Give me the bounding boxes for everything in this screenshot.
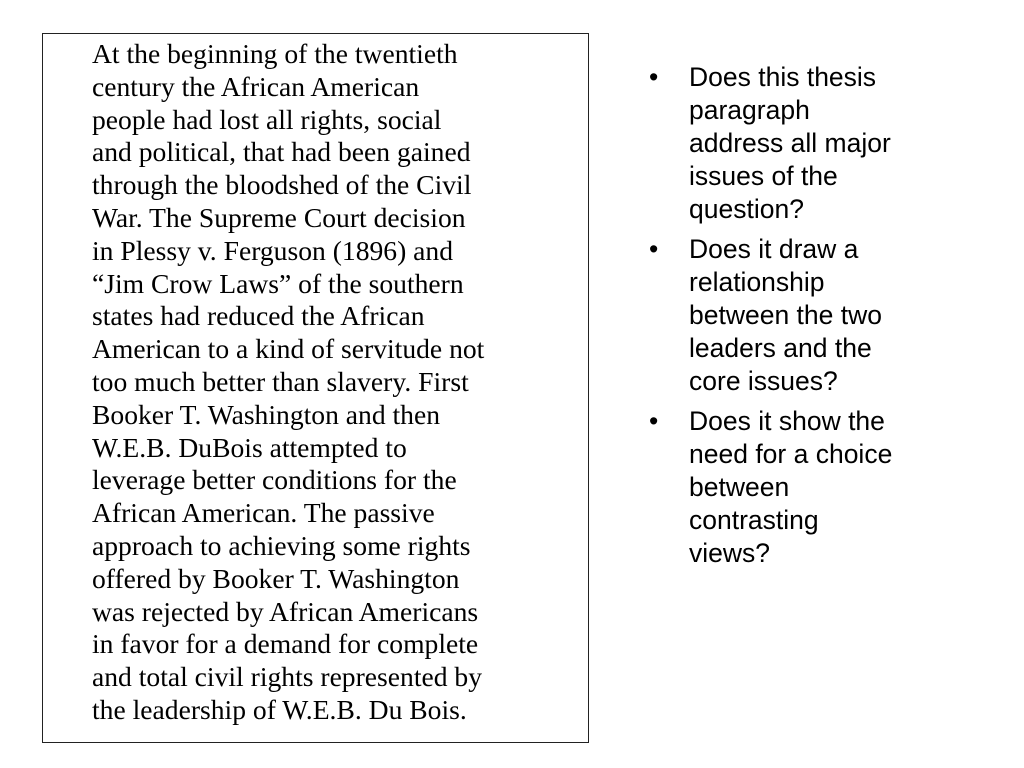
question-line: contrasting bbox=[689, 505, 819, 535]
question-item bbox=[643, 61, 983, 226]
thesis-line: states had reduced the African bbox=[92, 300, 425, 332]
thesis-paragraph bbox=[92, 38, 584, 727]
question-item bbox=[643, 405, 983, 570]
thesis-line: through the bloodshed of the Civil bbox=[92, 169, 472, 201]
question-line: address all major bbox=[689, 128, 891, 158]
thesis-line: approach to achieving some rights bbox=[92, 529, 471, 561]
question-line: issues of the bbox=[689, 161, 838, 191]
thesis-line: leverage better conditions for the bbox=[92, 464, 457, 496]
question-line: question? bbox=[689, 194, 804, 224]
question-line: core issues? bbox=[689, 366, 838, 396]
review-questions-list bbox=[643, 61, 983, 577]
thesis-line: American to a kind of servitude not bbox=[92, 333, 485, 365]
thesis-line: was rejected by African Americans bbox=[92, 595, 479, 627]
question-line: Does it show the bbox=[689, 406, 885, 436]
bullet-icon: • bbox=[649, 406, 659, 436]
question-line: Does this thesis bbox=[689, 62, 877, 92]
question-line: between bbox=[689, 472, 790, 502]
bullet-icon: • bbox=[649, 234, 659, 264]
bullet-icon: • bbox=[649, 62, 659, 92]
thesis-line: African American. The passive bbox=[92, 497, 435, 529]
question-line: Does it draw a bbox=[689, 234, 859, 264]
question-line: need for a choice bbox=[689, 439, 893, 469]
thesis-line: offered by Booker T. Washington bbox=[92, 562, 460, 594]
thesis-line: in Plessy v. Ferguson (1896) and bbox=[92, 234, 454, 266]
question-line: views? bbox=[689, 538, 771, 568]
thesis-line: the leadership of W.E.B. Du Bois. bbox=[92, 693, 467, 725]
question-line: leaders and the bbox=[689, 333, 872, 363]
thesis-line: in favor for a demand for complete bbox=[92, 628, 479, 660]
question-line: relationship bbox=[689, 267, 825, 297]
thesis-line: War. The Supreme Court decision bbox=[92, 201, 466, 233]
thesis-line: At the beginning of the twentieth bbox=[92, 38, 458, 69]
thesis-line: “Jim Crow Laws” of the southern bbox=[92, 267, 464, 299]
question-line: between the two bbox=[689, 300, 882, 330]
thesis-line: too much better than slavery. First bbox=[92, 365, 469, 397]
question-item bbox=[643, 233, 983, 398]
thesis-line: Booker T. Washington and then bbox=[92, 398, 441, 430]
thesis-line: and total civil rights represented by bbox=[92, 661, 483, 693]
thesis-line: century the African American bbox=[92, 70, 420, 102]
thesis-line: and political, that had been gained bbox=[92, 136, 471, 168]
question-line: paragraph bbox=[689, 95, 810, 125]
thesis-line: W.E.B. DuBois attempted to bbox=[92, 431, 407, 463]
thesis-paragraph-box bbox=[42, 33, 589, 743]
thesis-line: people had lost all rights, social bbox=[92, 103, 442, 135]
